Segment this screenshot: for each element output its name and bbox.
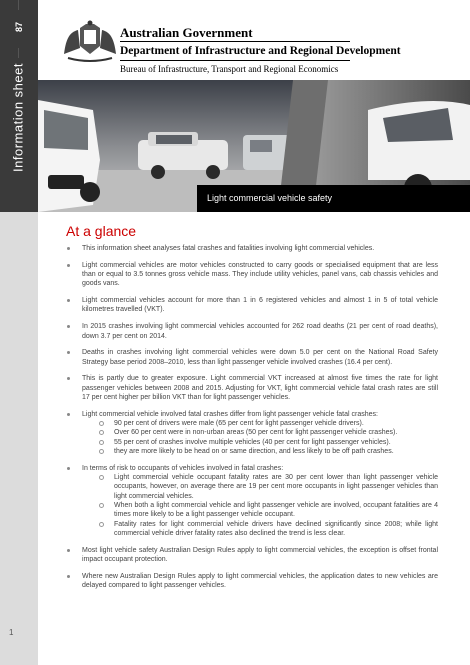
footer-page-number: 1 [9,628,14,637]
sidebar-divider [18,0,19,10]
sub-bullet-item: Light commercial vehicle occupant fatality rates are 30 per cent lower than light passenger vehicle occupants, however, on average there are 19 per cent more occupants in light passenger vehicles than light commercial vehicles. [82,473,438,501]
bullet-item: Deaths in crashes involving light commercial vehicles were down 5.0 per cent on the National Road Safety Strategy base period 2008–2010, less than light passenger vehicle involved crashes (16.4 per cent). [66,348,438,367]
glance-content [66,244,438,598]
sub-bullet-item: they are more likely to be head on or same direction, and less likely to be off path crashes. [82,447,438,456]
sub-bullet-item: 55 per cent of crashes involve multiple vehicles (40 per cent for light passenger vehicles). [82,438,438,447]
sub-bullet-item: When both a light commercial vehicle and light passenger vehicle are involved, occupant fatalities are 4 times more likely to be a light passenger vehicle occupant. [82,501,438,520]
bullet-lead: Light commercial vehicle involved fatal crashes differ from light passenger vehicle fatal crashes: [82,410,378,418]
section-heading: At a glance [66,223,137,239]
sub-bullet-item: Over 60 per cent were in non-urban areas (50 per cent for light passenger vehicle crashes). [82,428,438,437]
sub-bullet-item: Fatality rates for light commercial vehicle drivers have declined significantly since 2008; while light commercial vehicle driver fatality rates also declined the trend is less clear. [82,520,438,539]
bullet-group [66,410,438,456]
department-title: Department of Infrastructure and Regional Development [120,45,401,57]
bureau-title: Bureau of Infrastructure, Transport and Regional Economics [120,64,339,74]
bullet-item: Where new Australian Design Rules apply to light commercial vehicles, the application dates to new vehicles are delayed compared to light passenger vehicles. [66,572,438,591]
sidebar-page-number: 87 [14,22,24,33]
sidebar-label: Information sheet [10,63,26,172]
bullet-item: This information sheet analyses fatal crashes and fatalities involving light commercial vehicles. [66,244,438,253]
header-rule [120,60,350,61]
bullet-item: This is partly due to greater exposure. Light commercial VKT increased at almost five times the rate for light passenger vehicles between 2008 and 2015. Adjusting for VKT, light commercial vehicle fatal crash rates are still 17 per cent higher per billion VKT than for light passenger vehicles. [66,374,438,402]
bullet-lead: In terms of risk to occupants of vehicles involved in fatal crashes: [82,464,284,472]
sub-bullet-item: 90 per cent of drivers were male (65 per cent for light passenger vehicle drivers). [82,419,438,428]
bullet-item: In 2015 crashes involving light commercial vehicles accounted for 262 road deaths (21 per cent of road deaths), down 3.7 per cent on 2014. [66,322,438,341]
bullet-item: Light commercial vehicles are motor vehicles constructed to carry goods or specialised equipment that are less than or equal to 3.5 tonnes gross vehicle mass. They include utility vehicles, panel vans, cab chassis vehicles and goods vans. [66,261,438,289]
bullet-item: Most light vehicle safety Australian Design Rules apply to light commercial vehicles, the exception is offset frontal impact occupant protection. [66,546,438,565]
coat-of-arms-logo [60,20,120,66]
title-banner: Light commercial vehicle safety [197,185,470,212]
header-rule [120,41,350,42]
bullet-group [66,464,438,538]
sidebar-dark-band [0,0,38,212]
bullet-item: Light commercial vehicles account for more than 1 in 6 registered vehicles and almost 1 in 5 of total vehicle kilometres travelled (VKT). [66,296,438,315]
sidebar-divider [18,48,19,58]
government-title: Australian Government [120,25,253,40]
